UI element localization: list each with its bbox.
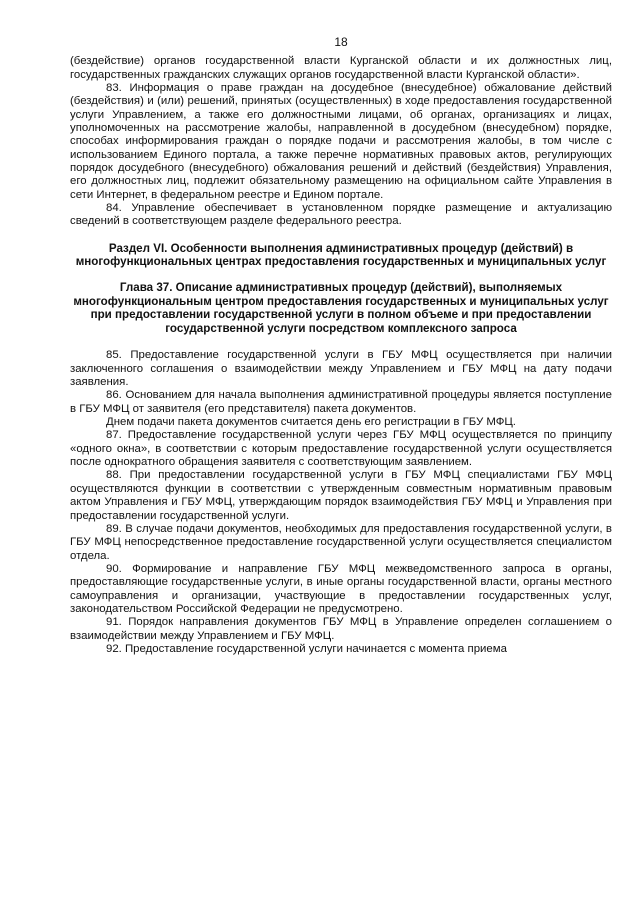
paragraph: 92. Предоставление государственной услуги начинается с момента приема	[106, 642, 507, 655]
paragraph: 88. При предоставлении государственной услуги в ГБУ МФЦ специалистами ГБУ МФЦ осуществляются функции в соответствии с утвержденным совместным нормативным правовым актом Управления и ГБУ МФЦ, утверждающим порядок взаимодействия ГБУ МФЦ и Управления при предоставлении государственной услуги.	[70, 469, 612, 522]
paragraph: 84. Управление обеспечивает в установленном порядке размещение и актуализацию сведений в соответствующем разделе федерального реестра.	[70, 202, 612, 228]
paragraph-group-bottom	[70, 349, 612, 656]
document-body	[70, 55, 612, 656]
paragraph-group-top	[70, 55, 612, 228]
paragraph: 86. Основанием для начала выполнения административной процедуры является поступление в ГБУ МФЦ от заявителя (его представителя) пакета документов.	[70, 389, 612, 415]
paragraph: (бездействие) органов государственной власти Курганской области и их должностных лиц, государственных гражданских служащих органов государственной власти Курганской области».	[70, 55, 612, 81]
paragraph: 89. В случае подачи документов, необходимых для предоставления государственной услуги, в ГБУ МФЦ непосредственное предоставление государственной услуги осуществляется специалистом отдела.	[70, 522, 612, 562]
paragraph: 85. Предоставление государственной услуги в ГБУ МФЦ осуществляется при наличии заключенного соглашения о взаимодействии между Управлением и ГБУ МФЦ на дату подачи заявления.	[70, 349, 612, 389]
section-heading: Раздел VI. Особенности выполнения административных процедур (действий) в многофункциональных центрах предоставления государственных и муниципальных услуг	[75, 241, 607, 269]
paragraph: 90. Формирование и направление ГБУ МФЦ межведомственного запроса в органы, предоставляющие государственные услуги, в иные органы государственной власти, органы местного самоуправления и организации, участвующие в предоставлении государственных услуг, законодательством Российской Федерации не предусмотрено.	[70, 562, 612, 615]
paragraph: 91. Порядок направления документов ГБУ МФЦ в Управление определен соглашением о взаимодействии между Управлением и ГБУ МФЦ.	[70, 616, 612, 642]
paragraph: 83. Информация о праве граждан на досудебное (внесудебное) обжалование действий (бездействия) и (или) решений, принятых (осуществленных) в ходе предоставления государственной услуги Управлением, а также его должностными лицами, об органах, организациях и лицах, уполномоченных на рассмотрение жалобы, направленной в досудебном (внесудебном) порядке, способах информирования граждан о порядке подачи и рассмотрения жалобы, в том числе с использованием Единого портала, а также перечне нормативных правовых актов, регулирующих порядок досудебного (внесудебного) обжалования решений и действий (бездействия) Управления, его должностных лиц, подлежит обязательному размещению на официальном сайте Управления в сети Интернет, в федеральном реестре и Едином портале.	[70, 82, 612, 201]
chapter-heading: Глава 37. Описание административных процедур (действий), выполняемых многофункциональным центром предоставления государственных и муниципальных услуг при предоставлении государственной услуги в полном объеме и при предоставлении государственной услуги посредством комплексного запроса	[73, 281, 609, 335]
paragraph: 87. Предоставление государственной услуги через ГБУ МФЦ осуществляется по принципу «одного окна», в соответствии с которым предоставление государственной услуги осуществляется после однократного обращения заявителя с соответствующим заявлением.	[70, 429, 612, 469]
page-number: 18	[334, 35, 348, 49]
paragraph: Днем подачи пакета документов считается день его регистрации в ГБУ МФЦ.	[106, 416, 516, 429]
